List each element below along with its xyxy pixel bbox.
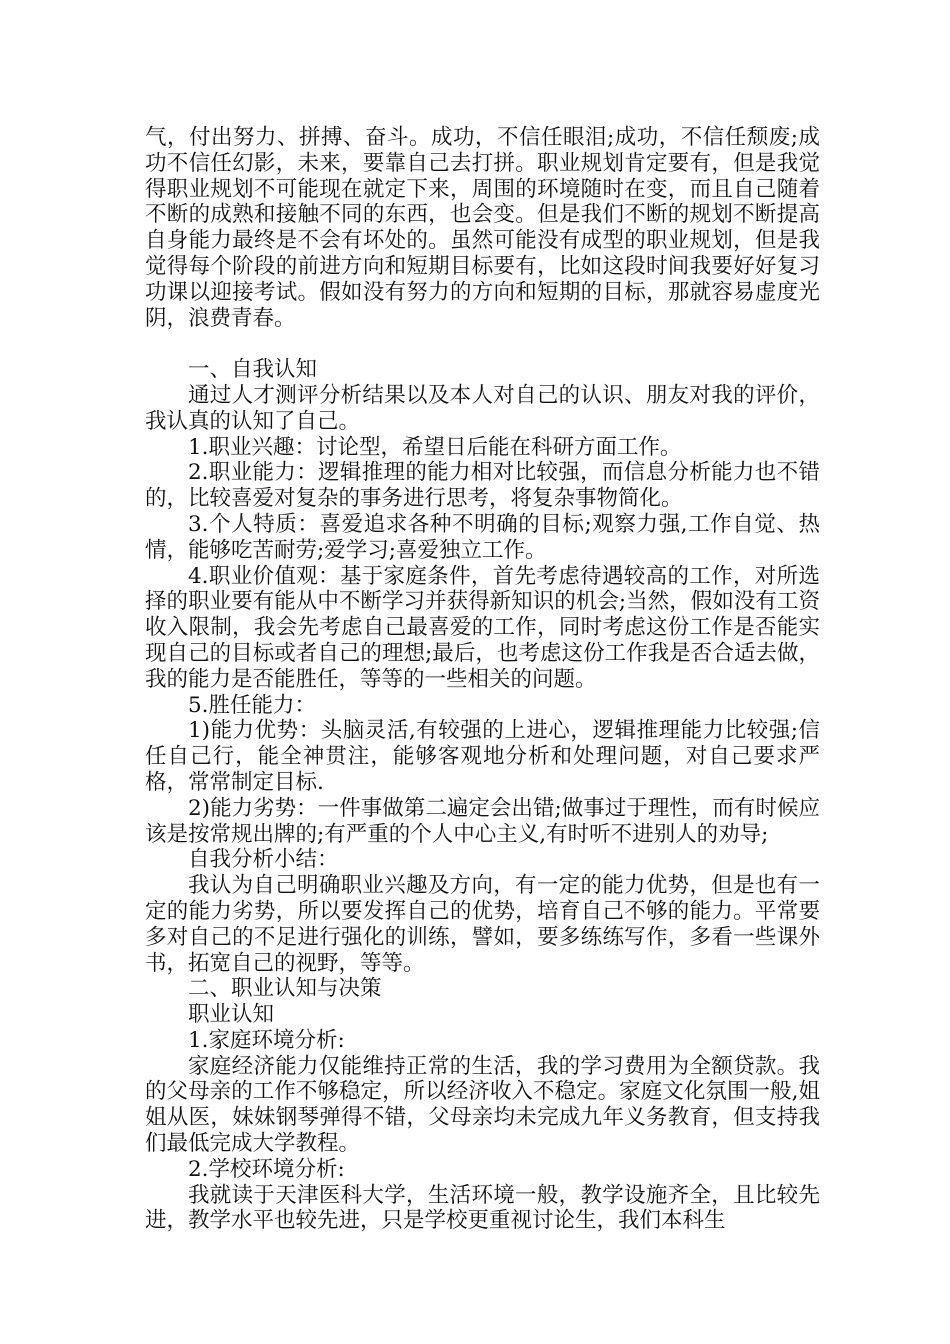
paragraph-ability-strengths: 1)能力优势：头脑灵活,有较强的上进心，逻辑推理能力比较强;信任自己行，能全神贯注，能够客观地分析和处理问题，对自己要求严格，常常制定目标.: [145, 718, 820, 795]
paragraph-career-cognition-label: 职业认知: [188, 1002, 275, 1028]
paragraph-career-interest: 1.职业兴趣：讨论型，希望日后能在科研方面工作。: [188, 434, 682, 460]
paragraph-competence-heading: 5.胜任能力：: [188, 692, 317, 718]
section-heading-career-cognition: 二、职业认知与决策: [188, 976, 382, 1002]
paragraph-career-ability: 2.职业能力：逻辑推理的能力相对比较强，而信息分析能力也不错的，比较喜爱对复杂的事务进行思考，将复杂事物简化。: [145, 460, 820, 512]
paragraph-summary: 我认为自己明确职业兴趣及方向，有一定的能力优势，但是也有一定的能力劣势，所以要发挥自己的优势，培育自己不够的能力。平常要多对自己的不足进行强化的训练，譬如，要多练练写作，多看一些课外书，拓宽自己的视野，等等。: [145, 873, 820, 976]
paragraph-personal-traits: 3.个人特质：喜爱追求各种不明确的目标;观察力强,工作自觉、热情，能够吃苦耐劳;爱学习;喜爱独立工作。: [145, 511, 820, 563]
paragraph-school-analysis: 我就读于天津医科大学，生活环境一般，教学设施齐全，且比较先进，教学水平也较先进，只是学校更重视讨论生，我们本科生: [145, 1182, 820, 1234]
paragraph-self-cognition-intro: 通过人才测评分析结果以及本人对自己的认识、朋友对我的评价，我认真的认知了自己。: [145, 382, 820, 434]
paragraph-summary-heading: 自我分析小结：: [188, 847, 339, 873]
paragraph-family-analysis: 家庭经济能力仅能维持正常的生活，我的学习费用为全额贷款。我的父母亲的工作不够稳定，所以经济收入不稳定。家庭文化氛围一般,姐姐从医，妹妹钢琴弹得不错，父母亲均未完成九年义务教育，但支持我们最低完成大学教程。: [145, 1053, 820, 1157]
paragraph-intro: 气，付出努力、拼搏、奋斗。成功，不信任眼泪;成功，不信任颓废;成功不信任幻影，未来，要靠自己去打拼。职业规划肯定要有，但是我觉得职业规划不可能现在就定下来，周围的环境随时在变，而且自己随着不断的成熟和接触不同的东西，也会变。但是我们不断的规划不断提高自身能力最终是不会有坏处的。虽然可能没有成型的职业规划，但是我觉得每个阶段的前进方向和短期目标要有，比如这段时间我要好好复习功课以迎接考试。假如没有努力的方向和短期的目标，那就容易虚度光阴，浪费青春。: [145, 125, 820, 331]
document-body: [145, 125, 820, 1234]
paragraph-school-heading: 2.学校环境分析:: [188, 1156, 345, 1182]
section-heading-self-cognition: 一、自我认知: [188, 357, 318, 383]
paragraph-family-heading: 1.家庭环境分析:: [188, 1027, 345, 1053]
paragraph-career-values: 4.职业价值观：基于家庭条件，首先考虑待遇较高的工作，对所选择的职业要有能从中不断学习并获得新知识的机会;当然，假如没有工资收入限制，我会先考虑自己最喜爱的工作，同时考虑这份工作是否能实现自己的目标或者自己的理想;最后，也考虑这份工作我是否合适去做，我的能力是否能胜任，等等的一些相关的问题。: [145, 563, 820, 692]
paragraph-spacer: [145, 331, 820, 357]
paragraph-ability-weaknesses: 2)能力劣势：一件事做第二遍定会出错;做事过于理性，而有时候应该是按常规出牌的;有严重的个人中心主义,有时听不进别人的劝导;: [145, 795, 820, 847]
